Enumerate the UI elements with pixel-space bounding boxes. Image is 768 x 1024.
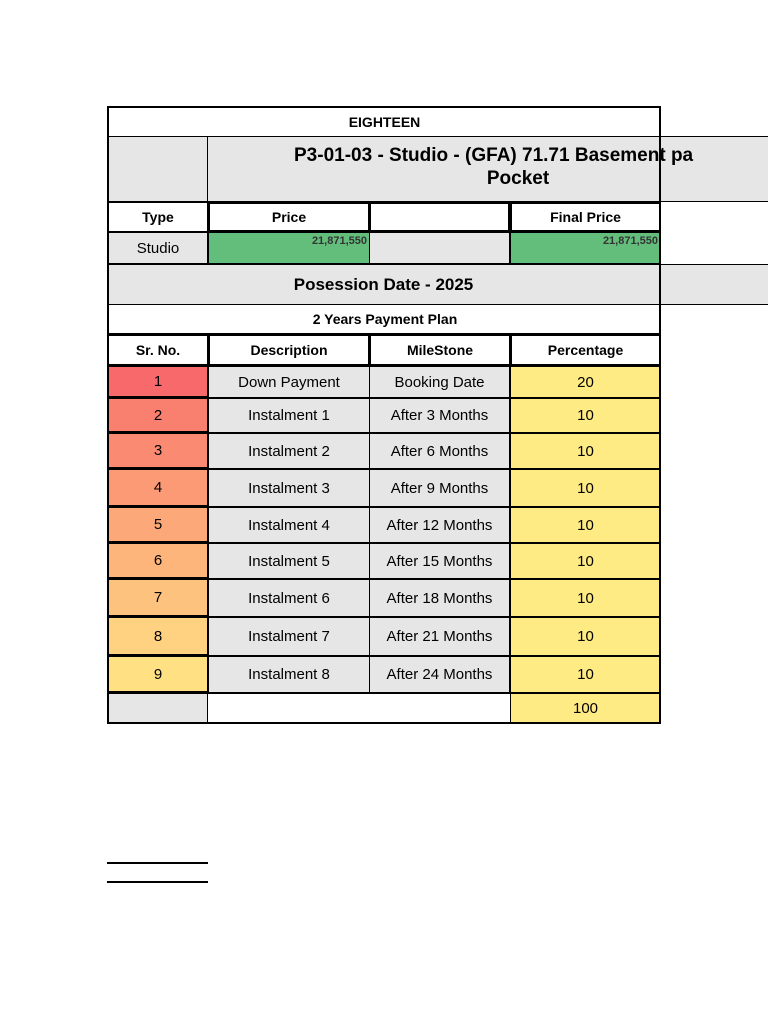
row-description: Instalment 7	[208, 617, 370, 656]
row-description: Instalment 3	[208, 469, 370, 507]
row-milestone: After 12 Months	[369, 507, 510, 543]
row-description: Instalment 1	[208, 398, 370, 433]
header-percentage: Percentage	[510, 334, 661, 366]
signature-line-1	[107, 862, 208, 864]
total-percentage: 100	[510, 693, 661, 724]
row-percentage: 10	[510, 507, 661, 543]
title-top-border-right	[659, 106, 661, 108]
col-final-price: Final Price	[510, 202, 661, 232]
row-description: Instalment 4	[208, 507, 370, 543]
row-percentage: 20	[510, 366, 661, 398]
unit-title-line1: P3-01-03 - Studio - (GFA) 71.71 Basement pa	[294, 145, 694, 166]
row-milestone: After 18 Months	[369, 579, 510, 617]
row-sr-no: 6	[107, 543, 208, 579]
type-value: Studio	[107, 232, 208, 264]
row-sr-no: 7	[107, 579, 208, 617]
signature-line-2	[107, 881, 208, 883]
row-description: Instalment 6	[208, 579, 370, 617]
col-type: Type	[107, 202, 208, 232]
row-milestone: After 3 Months	[369, 398, 510, 433]
header-sr-no: Sr. No.	[107, 334, 209, 366]
row-milestone: After 15 Months	[369, 543, 510, 579]
total-label-cell	[208, 693, 510, 724]
row-percentage: 10	[510, 433, 661, 469]
row-milestone: After 24 Months	[369, 656, 510, 693]
unit-title-sr-cell	[107, 136, 208, 202]
row-milestone: After 9 Months	[369, 469, 510, 507]
row-sr-no: 9	[107, 656, 208, 693]
col-price: Price	[208, 202, 370, 232]
possession-date: Posession Date - 2025	[107, 264, 768, 305]
price-value: 21,871,550	[208, 232, 370, 264]
row-description: Instalment 8	[208, 656, 370, 693]
row-description: Down Payment	[208, 366, 370, 398]
row-description: Instalment 2	[208, 433, 370, 469]
row-milestone: After 21 Months	[369, 617, 510, 656]
row-sr-no: 8	[107, 617, 208, 656]
row-percentage: 10	[510, 469, 661, 507]
col-blank	[369, 202, 510, 232]
right-border	[659, 106, 661, 724]
row-percentage: 10	[510, 543, 661, 579]
row-percentage: 10	[510, 398, 661, 433]
row-sr-no: 2	[107, 398, 208, 433]
unit-title-line2: Pocket	[486, 168, 550, 189]
row-sr-no: 3	[107, 433, 208, 469]
total-sr-cell	[107, 693, 208, 724]
row-sr-no: 4	[107, 469, 208, 507]
row-percentage: 10	[510, 617, 661, 656]
row-milestone: Booking Date	[369, 366, 510, 398]
row-sr-no: 5	[107, 507, 208, 543]
header-milestone: MileStone	[369, 334, 511, 366]
row-percentage: 10	[510, 579, 661, 617]
row-percentage: 10	[510, 656, 661, 693]
tower-title: EIGHTEEN	[107, 106, 660, 136]
header-description: Description	[208, 334, 370, 366]
row-sr-no: 1	[107, 366, 208, 398]
row-milestone: After 6 Months	[369, 433, 510, 469]
unit-title	[208, 136, 768, 202]
blank-value	[369, 232, 510, 264]
final-price-value: 21,871,550	[510, 232, 661, 264]
plan-title: 2 Years Payment Plan	[107, 305, 661, 335]
row-description: Instalment 5	[208, 543, 370, 579]
